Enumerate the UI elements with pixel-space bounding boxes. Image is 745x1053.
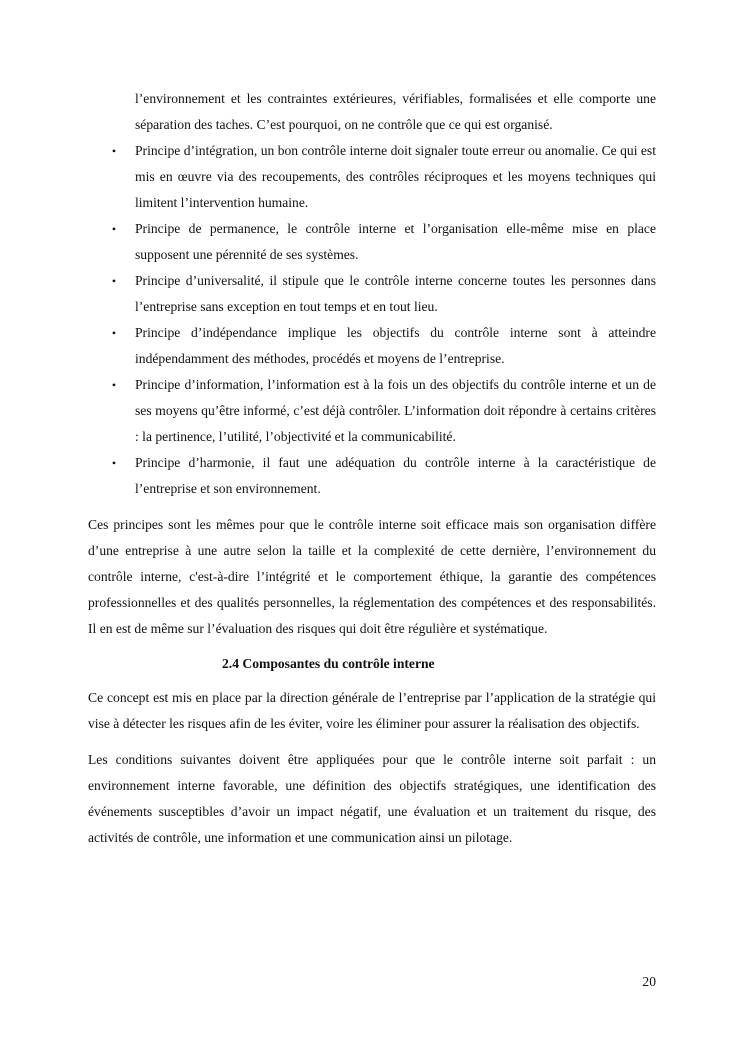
list-item	[88, 138, 656, 216]
principle-text: Principe d’indépendance implique les objectifs du contrôle interne sont à atteindre indépendamment des méthodes, procédés et moyens de l’entreprise.	[135, 325, 656, 366]
section-heading: 2.4 Composantes du contrôle interne	[222, 656, 435, 671]
list-item	[88, 268, 656, 320]
bullet-icon: •	[111, 222, 117, 236]
principles-summary-paragraph: Ces principes sont les mêmes pour que le contrôle interne soit efficace mais son organisation diffère d’une entreprise à une autre selon la taille et la complexité de cette dernière, l’environnement du contrôle interne, c'est-à-dire l’intégrité et le comportement éthique, la garantie des compétences professionnelles et des qualités personnelles, la réglementation des compétences et des responsabilités. Il en est de même sur l’évaluation des risques qui doit être régulière et systématique.	[88, 517, 656, 636]
principle-text: Principe d’universalité, il stipule que le contrôle interne concerne toutes les personnes dans l’entreprise sans exception en tout temps et en tout lieu.	[135, 273, 656, 314]
conditions-paragraph: Les conditions suivantes doivent être appliquées pour que le contrôle interne soit parfait : un environnement interne favorable, une définition des objectifs stratégiques, une identification des événements susceptibles d’avoir un impact négatif, une évaluation et un traitement du risque, des activités de contrôle, une information et une communication ainsi un pilotage.	[88, 752, 656, 845]
bullet-icon: •	[111, 274, 117, 288]
list-item	[88, 450, 656, 502]
page-number: 20	[642, 974, 656, 989]
list-item	[88, 320, 656, 372]
concept-paragraph: Ce concept est mis en place par la direction générale de l’entreprise par l’application de la stratégie qui vise à détecter les risques afin de les éviter, voire les éliminer pour assurer la réalisation des objectifs.	[88, 690, 656, 731]
bullet-icon: •	[111, 378, 117, 392]
bullet-icon: •	[111, 326, 117, 340]
continuation-text: l’environnement et les contraintes extérieures, vérifiables, formalisées et elle comporte une séparation des taches. C’est pourquoi, on ne contrôle que ce qui est organisé.	[135, 91, 656, 132]
principles-list	[88, 138, 656, 502]
bullet-icon: •	[111, 456, 117, 470]
principle-text: Principe d’information, l’information est à la fois un des objectifs du contrôle interne et un de ses moyens qu’être informé, c’est déjà contrôler. L’information doit répondre à certains critères : la pertinence, l’utilité, l’objectivité et la communicabilité.	[135, 377, 656, 444]
bullet-icon: •	[111, 144, 117, 158]
list-item	[88, 372, 656, 450]
principle-text: Principe d’intégration, un bon contrôle interne doit signaler toute erreur ou anomalie. Ce qui est mis en œuvre via des recoupements, des contrôles réciproques et les moyens techniques qui limitent l’intervention humaine.	[135, 143, 656, 210]
list-item	[88, 216, 656, 268]
page-body	[88, 86, 656, 851]
principle-text: Principe de permanence, le contrôle interne et l’organisation elle-même mise en place supposent une pérennité de ses systèmes.	[135, 221, 656, 262]
principle-text: Principe d’harmonie, il faut une adéquation du contrôle interne à la caractéristique de l’entreprise et son environnement.	[135, 455, 656, 496]
